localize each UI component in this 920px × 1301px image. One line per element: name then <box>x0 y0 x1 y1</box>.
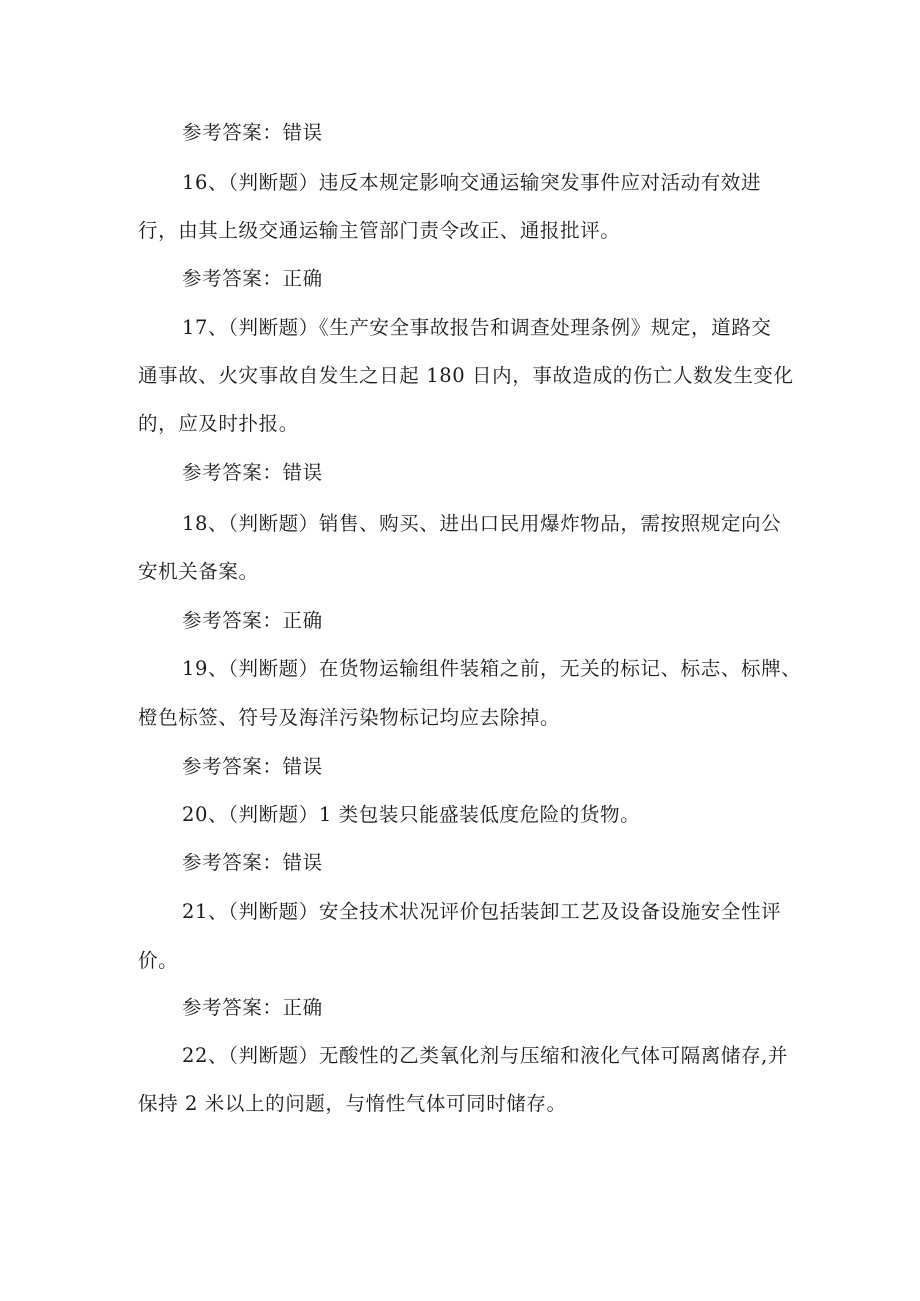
question-line: 19、（判断题）在货物运输组件装箱之前，无关的标记、标志、标牌、 <box>182 657 802 680</box>
question-line: 20、（判断题）1 类包装只能盛装低度危险的货物。 <box>182 803 641 826</box>
answer-line: 参考答案：正确 <box>182 267 323 290</box>
answer-line: 参考答案：错误 <box>182 851 323 874</box>
question-line: 价。 <box>138 949 179 972</box>
question-line: 通事故、火灾事故自发生之日起 180 日内，事故造成的伤亡人数发生变化 <box>138 364 794 387</box>
answer-line: 参考答案：错误 <box>182 121 323 144</box>
answer-line: 参考答案：错误 <box>182 755 323 778</box>
question-line: 16、（判断题）违反本规定影响交通运输突发事件应对活动有效进 <box>182 171 762 194</box>
answer-line: 参考答案：正确 <box>182 996 323 1019</box>
question-line: 18、（判断题）销售、购买、进出口民用爆炸物品，需按照规定向公 <box>182 512 782 535</box>
question-line: 21、（判断题）安全技术状况评价包括装卸工艺及设备设施安全性评 <box>182 900 782 923</box>
question-line: 行，由其上级交通运输主管部门责令改正、通报批评。 <box>138 219 621 242</box>
question-line: 22、（判断题）无酸性的乙类氧化剂与压缩和液化气体可隔离储存,并 <box>182 1044 788 1067</box>
question-line: 橙色标签、符号及海洋污染物标记均应去除掉。 <box>138 706 561 729</box>
question-line: 保持 2 米以上的问题，与惰性气体可同时储存。 <box>138 1092 567 1115</box>
answer-line: 参考答案：错误 <box>182 461 323 484</box>
question-line: 17、（判断题）《生产安全事故报告和调查处理条例》规定，道路交 <box>182 316 772 339</box>
answer-line: 参考答案：正确 <box>182 609 323 632</box>
question-line: 安机关备案。 <box>138 560 259 583</box>
question-line: 的，应及时扑报。 <box>138 412 299 435</box>
